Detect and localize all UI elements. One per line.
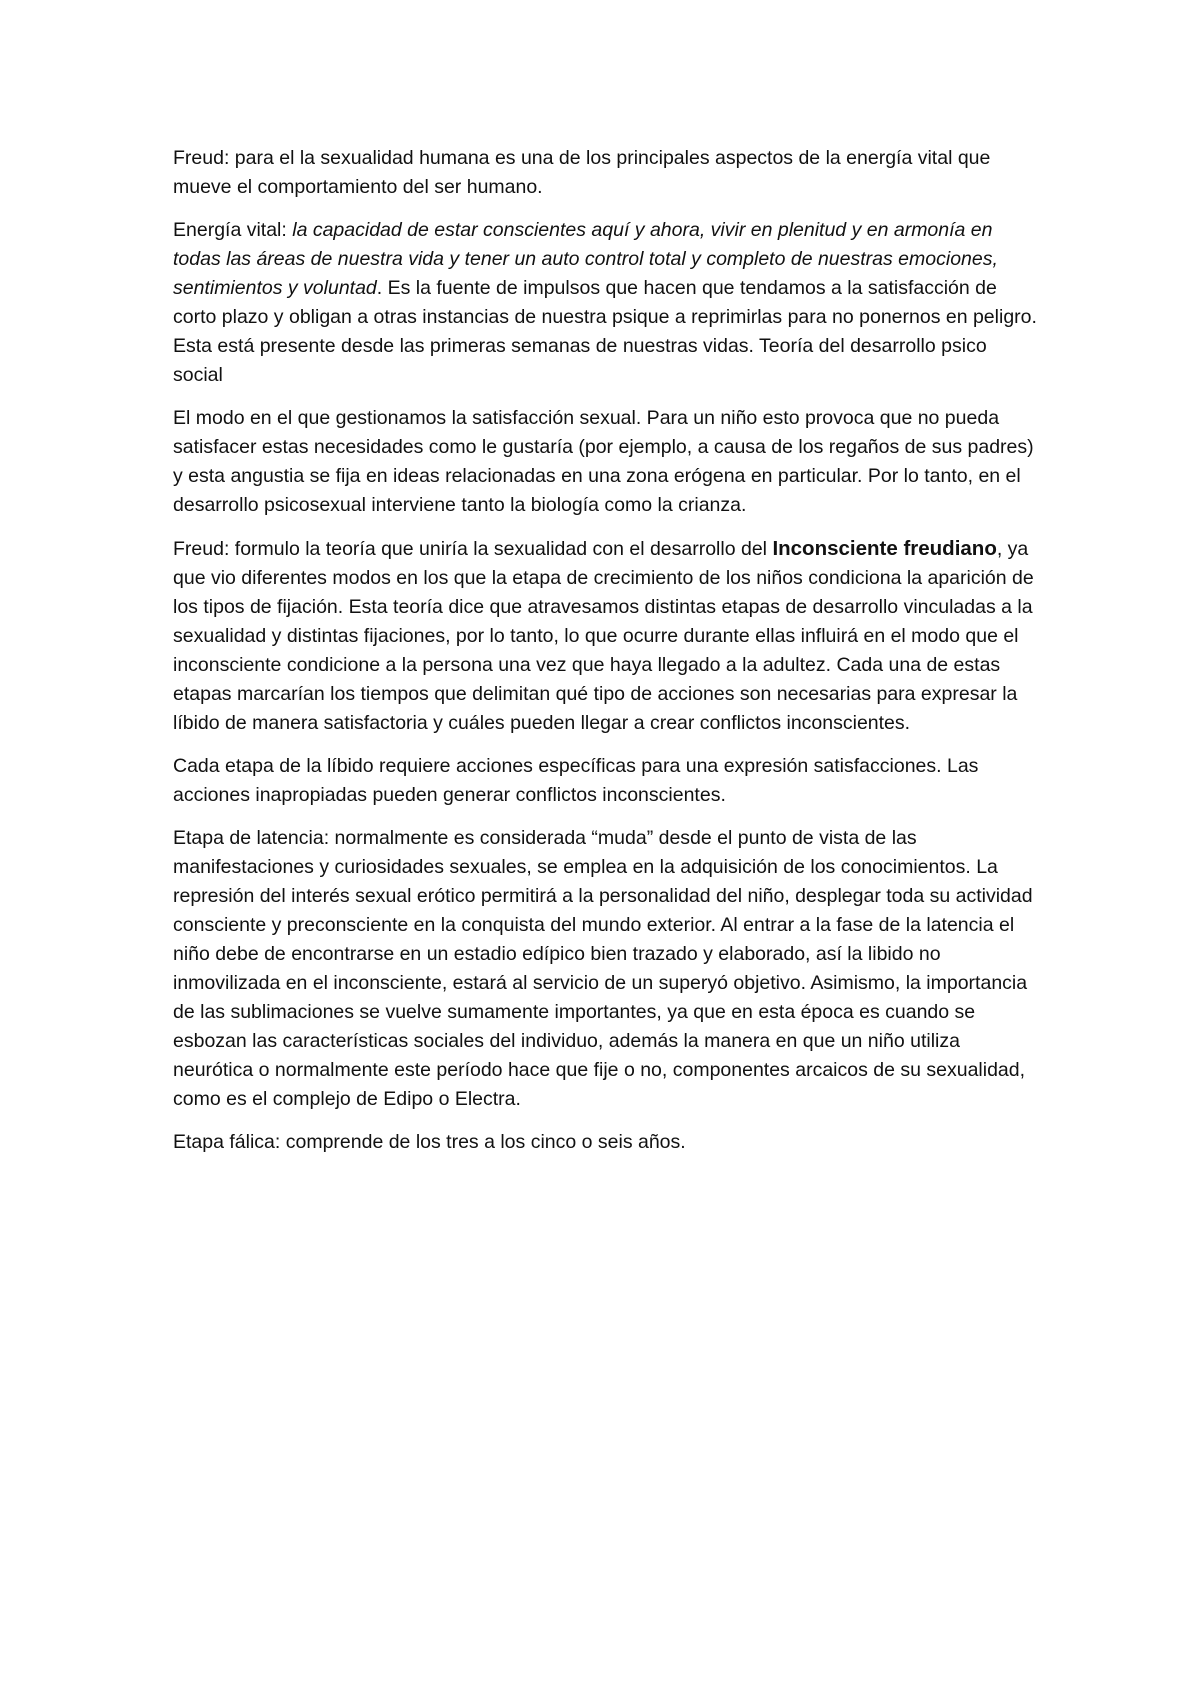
- energia-vital-definition: la capacidad de estar conscientes aquí y ahora, vivir en plenitud y en armonía en todas las áreas de nuestra vida y tener un auto control total y completo de nuestras emociones, sentimientos y voluntad: [173, 219, 998, 299]
- paragraph-energia-vital: [173, 216, 1041, 390]
- paragraph-freud-teoria: [173, 534, 1041, 738]
- paragraph-freud-intro: Freud: para el la sexualidad humana es una de los principales aspectos de la energía vital que mueve el comportamiento del ser humano.: [173, 147, 991, 198]
- paragraph-satisfaccion-sexual: El modo en el que gestionamos la satisfacción sexual. Para un niño esto provoca que no pueda satisfacer estas necesidades como le gustaría (por ejemplo, a causa de los regaños de sus padres) y esta angustia se fija en ideas relacionadas en una zona erógena en particular. Por lo tanto, en el desarrollo psicosexual interviene tanto la biología como la crianza.: [173, 407, 1034, 516]
- energia-vital-lead: Energía vital:: [173, 219, 293, 241]
- paragraph-etapa-falica: Etapa fálica: comprende de los tres a los cinco o seis años.: [173, 1131, 686, 1153]
- freud-teoria-rest: , ya que vio diferentes modos en los que la etapa de crecimiento de los niños condiciona la aparición de los tipos de fijación. Esta teoría dice que atravesamos distintas etapas de desarrollo vinculadas a la sexualidad y distintas fijaciones, por lo tanto, lo que ocurre durante ellas influirá en el modo que el inconsciente condicione a la persona una vez que haya llegado a la adultez. Cada una de estas etapas marcarían los tiempos que delimitan qué tipo de acciones son necesarias para expresar la líbido de manera satisfactoria y cuáles pueden llegar a crear conflictos inconscientes.: [173, 538, 1034, 734]
- freud-teoria-lead: Freud: formulo la teoría que uniría la sexualidad con el desarrollo del: [173, 538, 773, 560]
- document-body: [173, 144, 1041, 1171]
- inconsciente-freudiano-term: Inconsciente freudiano: [772, 537, 997, 560]
- paragraph-etapa-latencia: Etapa de latencia: normalmente es considerada “muda” desde el punto de vista de las manifestaciones y curiosidades sexuales, se emplea en la adquisición de los conocimientos. La represión del interés sexual erótico permitirá a la personalidad del niño, desplegar toda su actividad consciente y preconsciente en la conquista del mundo exterior. Al entrar a la fase de la latencia el niño debe de encontrarse en un estadio edípico bien trazado y elaborado, así la libido no inmovilizada en el inconsciente, estará al servicio de un superyó objetivo. Asimismo, la importancia de las sublimaciones se vuelve sumamente importantes, ya que en esta época es cuando se esbozan las características sociales del individuo, además la manera en que un niño utiliza neurótica o normalmente este período hace que fije o no, componentes arcaicos de su sexualidad, como es el complejo de Edipo o Electra.: [173, 827, 1033, 1110]
- energia-vital-rest: . Es la fuente de impulsos que hacen que tendamos a la satisfacción de corto plazo y obligan a otras instancias de nuestra psique a reprimirlas para no ponernos en peligro. Esta está presente desde las primeras semanas de nuestras vidas. Teoría del desarrollo psico social: [173, 277, 1037, 386]
- paragraph-etapa-libido: Cada etapa de la líbido requiere acciones específicas para una expresión satisfacciones. Las acciones inapropiadas pueden generar conflictos inconscientes.: [173, 755, 979, 806]
